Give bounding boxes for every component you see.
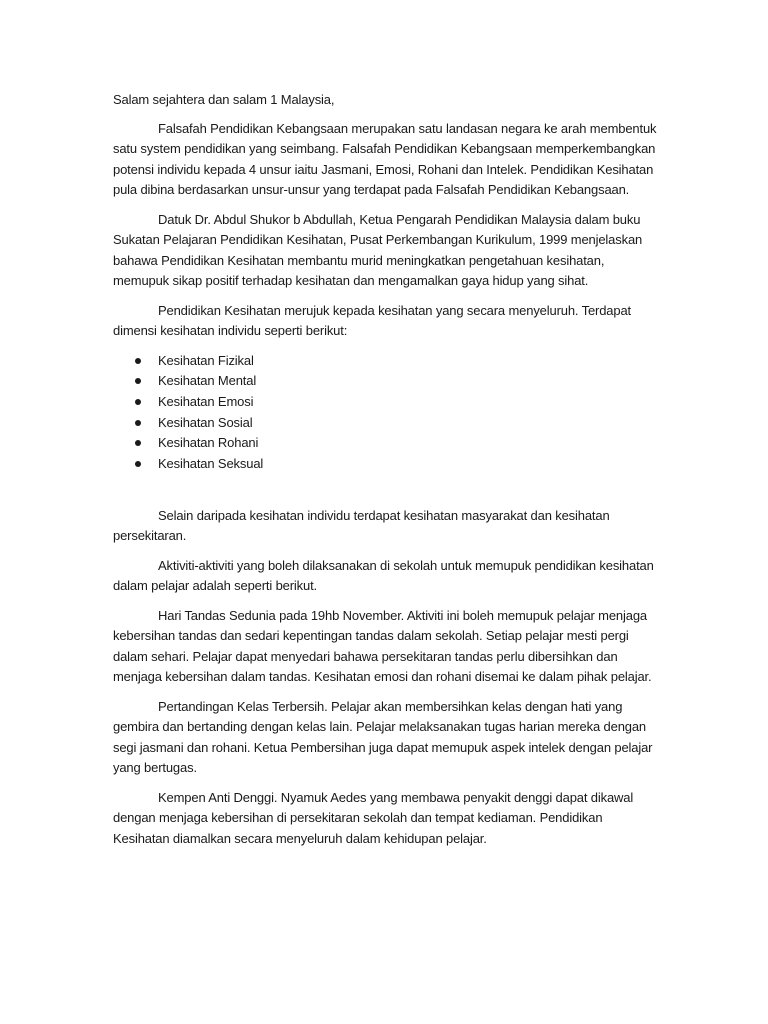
health-dimension-list xyxy=(113,351,661,475)
paragraphs-after-list xyxy=(113,506,661,850)
paragraph-dimensi-kesihatan: Pendidikan Kesihatan merujuk kepada kesihatan yang secara menyeluruh. Terdapat dimensi kesihatan individu seperti berikut: xyxy=(113,302,631,338)
list-item-label: Kesihatan Emosi xyxy=(158,393,254,409)
paragraph-kesihatan-masyarakat: Selain daripada kesihatan individu terdapat kesihatan masyarakat dan kesihatan persekitaran. xyxy=(113,507,610,544)
list-item-label: Kesihatan Fizikal xyxy=(158,352,254,368)
list-item xyxy=(113,392,661,413)
bullet-icon xyxy=(135,378,141,384)
bullet-icon xyxy=(135,399,141,405)
bullet-icon xyxy=(135,440,141,446)
list-item xyxy=(113,351,661,372)
bullet-icon xyxy=(135,420,141,426)
document-body xyxy=(113,90,661,858)
bullet-icon xyxy=(135,461,141,467)
list-item-label: Kesihatan Rohani xyxy=(158,435,259,451)
paragraph-kelas-terbersih: Pertandingan Kelas Terbersih. Pelajar akan membersihkan kelas dengan hati yang gembira dan bertanding dengan kelas lain. Pelajar melaksanakan tugas harian mereka dengan segi jasmani dan rohani. Ketua Pembersihan juga dapat memupuk aspek intelek dengan pelajar yang bertugas. xyxy=(113,698,653,776)
list-item xyxy=(113,454,661,475)
list-item xyxy=(113,433,661,454)
list-item-label: Kesihatan Sosial xyxy=(158,414,253,430)
paragraph-falsafah: Falsafah Pendidikan Kebangsaan merupakan satu landasan negara ke arah membentuk satu system pendidikan yang seimbang. Falsafah Pendidikan Kebangsaan memperkembangkan potensi individu kepada 4 unsur iaitu Jasmani, Emosi, Rohani dan Intelek. Pendidikan Kesihatan pula dibina berdasarkan unsur-unsur yang terdapat pada Falsafah Pendidikan Kebangsaan. xyxy=(113,120,657,197)
list-item-label: Kesihatan Mental xyxy=(158,373,257,389)
list-item xyxy=(113,413,661,434)
paragraph-datuk-abdul-shukor: Datuk Dr. Abdul Shukor b Abdullah, Ketua Pengarah Pendidikan Malaysia dalam buku Sukatan Pelajaran Pendidikan Kesihatan, Pusat Perkembangan Kurikulum, 1999 menjelaskan bahawa Pendidikan Kesihatan membantu murid meningkatkan pengetahuan kesihatan, memupuk sikap positif terhadap kesihatan dan mengamalkan gaya hidup yang sihat. xyxy=(113,211,643,288)
paragraph-aktiviti-sekolah: Aktiviti-aktiviti yang boleh dilaksanakan di sekolah untuk memupuk pendidikan kesihatan dalam pelajar adalah seperti berikut. xyxy=(113,557,654,594)
greeting-line: Salam sejahtera dan salam 1 Malaysia, xyxy=(113,92,335,107)
paragraph-hari-tandas-sedunia: Hari Tandas Sedunia pada 19hb November. Aktiviti ini boleh memupuk pelajar menjaga kebersihan tandas dan sedari kepentingan tandas dalam sekolah. Setiap pelajar mesti pergi dalam sehari. Pelajar dapat menyedari bahawa persekitaran tandas perlu dibersihkan dan menjaga kebersihan dalam tandas. Kesihatan emosi dan rohani disemai ke dalam pihak pelajar. xyxy=(113,607,652,685)
bullet-icon xyxy=(135,358,141,364)
list-item xyxy=(113,371,661,392)
paragraph-kempen-anti-denggi: Kempen Anti Denggi. Nyamuk Aedes yang membawa penyakit denggi dapat dikawal dengan menjaga kebersihan di persekitaran sekolah dan tempat kediaman. Pendidikan Kesihatan diamalkan secara menyeluruh dalam kehidupan pelajar. xyxy=(113,789,634,846)
list-item-label: Kesihatan Seksual xyxy=(158,456,264,472)
